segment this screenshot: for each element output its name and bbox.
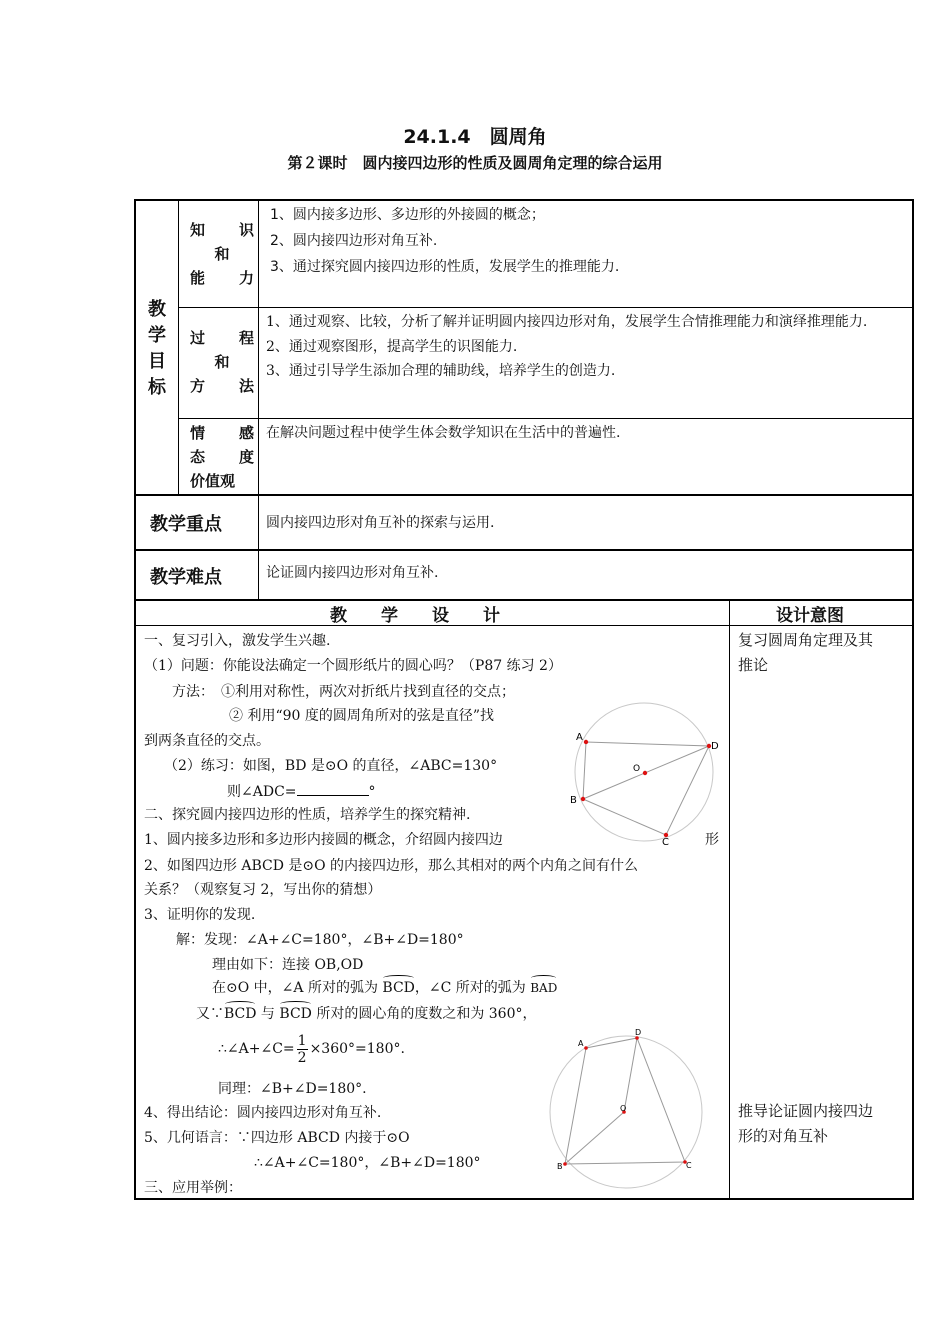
circle-figure-1 [566, 700, 726, 845]
design-line: 4、得出结论：圆内接四边形对角互补. [144, 1105, 382, 1121]
label-A: A [578, 1039, 584, 1048]
design-line: 理由如下：连接 OB,OD [212, 957, 364, 973]
intent-header: 设计意图 [776, 606, 844, 626]
process-item: 1、通过观察、比较，分析了解并证明圆内接四边形对角，发展学生合情推理能力和演绎推理能力. [266, 314, 868, 330]
objectives-label-3: 目 [148, 351, 166, 372]
design-line: ② 利用“90 度的圆周角所对的弦是直径”找 [229, 708, 495, 724]
process-label: 过 程 和 方 法 [190, 329, 254, 395]
key-point-text: 圆内接四边形对角互补的探索与运用. [266, 515, 495, 531]
knowledge-item: 2、圆内接四边形对角互补. [270, 233, 438, 249]
point-A [584, 740, 588, 744]
design-line: 到两条直径的交点。 [144, 733, 270, 749]
design-line: 1、圆内接多边形和多边形内接圆的概念，介绍圆内接四边 [144, 832, 503, 848]
label-O: O [633, 764, 641, 774]
knowledge-item: 1、圆内接多边形、多边形的外接圆的概念； [270, 207, 545, 223]
design-line: ∴∠A+∠C=180°，∠B+∠D=180° [254, 1155, 481, 1171]
difficult-point-text: 论证圆内接四边形对角互补. [266, 565, 439, 581]
point-A [584, 1046, 588, 1050]
objectives-label-1: 教 [148, 299, 166, 320]
difficult-point-label: 教学难点 [150, 567, 222, 588]
knowledge-item: 3、通过探究圆内接四边形的性质，发展学生的推理能力. [270, 259, 620, 275]
knowledge-label: 知 识 和 能 力 [190, 221, 254, 287]
point-B [563, 1162, 567, 1166]
objectives-label-4: 标 [148, 377, 166, 398]
point-O [643, 771, 647, 775]
fraction: $\frac{1}{2}$ [297, 1032, 307, 1066]
label-B: B [557, 1162, 563, 1171]
label-D: D [635, 1028, 642, 1037]
radius-OB [565, 1112, 624, 1164]
process-item: 2、通过观察图形，提高学生的识图能力. [266, 338, 518, 355]
key-point-label: 教学重点 [150, 514, 222, 535]
intent-2: 推导论证圆内接四边 形的对角互补 [738, 1102, 874, 1145]
answer-blank [297, 781, 369, 796]
design-line: 二、探究圆内接四边形的性质，培养学生的探究精神. [144, 807, 471, 823]
emotion-content: 在解决问题过程中使学生体会数学知识在生活中的普遍性. [266, 425, 621, 441]
design-line: 方法： ①利用对称性，两次对折纸片找到直径的交点； [172, 684, 515, 700]
intent-1: 复习圆周角定理及其 推论 [738, 631, 874, 674]
design-line: 又∵BCD 与 BCD 所对的圆心角的度数之和为 360°， [196, 1006, 537, 1022]
design-line: 一、复习引入，激发学生兴趣. [144, 633, 331, 649]
knowledge-content [270, 202, 906, 280]
label-D: D [711, 741, 719, 752]
design-line: 解：发现：∠A+∠C=180°，∠B+∠D=180° [176, 932, 464, 948]
design-line: （2）练习：如图，BD 是⊙O 的直径，∠ABC=130° [164, 758, 498, 774]
page-title: 24.1.4 圆周角 [403, 126, 547, 148]
circle-figure-2 [548, 1028, 708, 1198]
design-line: 三、应用举例： [144, 1180, 242, 1196]
label-C: C [662, 837, 669, 845]
page-subtitle: 第２课时 圆内接四边形的性质及圆周角定理的综合运用 [287, 154, 663, 172]
design-line: 2、如图四边形 ABCD 是⊙O 的内接四边形，那么其相对的两个内角之间有什么 [144, 858, 639, 874]
quadrilateral [565, 1038, 685, 1164]
process-item: 3、通过引导学生添加合理的辅助线，培养学生的创造力. [266, 363, 616, 379]
design-line: 3、证明你的发现. [144, 907, 256, 923]
design-line: （1）问题：你能设法确定一个圆形纸片的圆心吗？（P87 练习 2） [144, 658, 562, 674]
design-line: 则∠ADC= ° [227, 781, 376, 802]
radius-OD [624, 1038, 637, 1112]
label-A: A [576, 732, 583, 743]
design-line: 关系？（观察复习 2，写出你的猜想） [144, 882, 382, 898]
design-line: 在⊙O 中，∠A 所对的弧为 BCD，∠C 所对的弧为 BAD [212, 980, 558, 996]
label-O: O [620, 1104, 627, 1113]
label-C: C [686, 1161, 692, 1170]
objectives-label-2: 学 [148, 325, 166, 346]
quadrilateral [583, 742, 709, 835]
point-B [581, 797, 585, 801]
design-line: 5、几何语言：∵四边形 ABCD 内接于⊙O [144, 1130, 410, 1146]
process-content [266, 310, 906, 384]
design-header: 教 学 设 计 [330, 606, 500, 626]
label-B: B [570, 795, 577, 806]
design-line: ∴∠A+∠C= $\frac{1}{2}$ ×360°=180°. [218, 1032, 405, 1066]
emotion-label: 情 感 态 度 价值观 [190, 424, 254, 490]
design-line: 同理：∠B+∠D=180°. [218, 1081, 367, 1097]
design-line: 形 [705, 832, 719, 848]
